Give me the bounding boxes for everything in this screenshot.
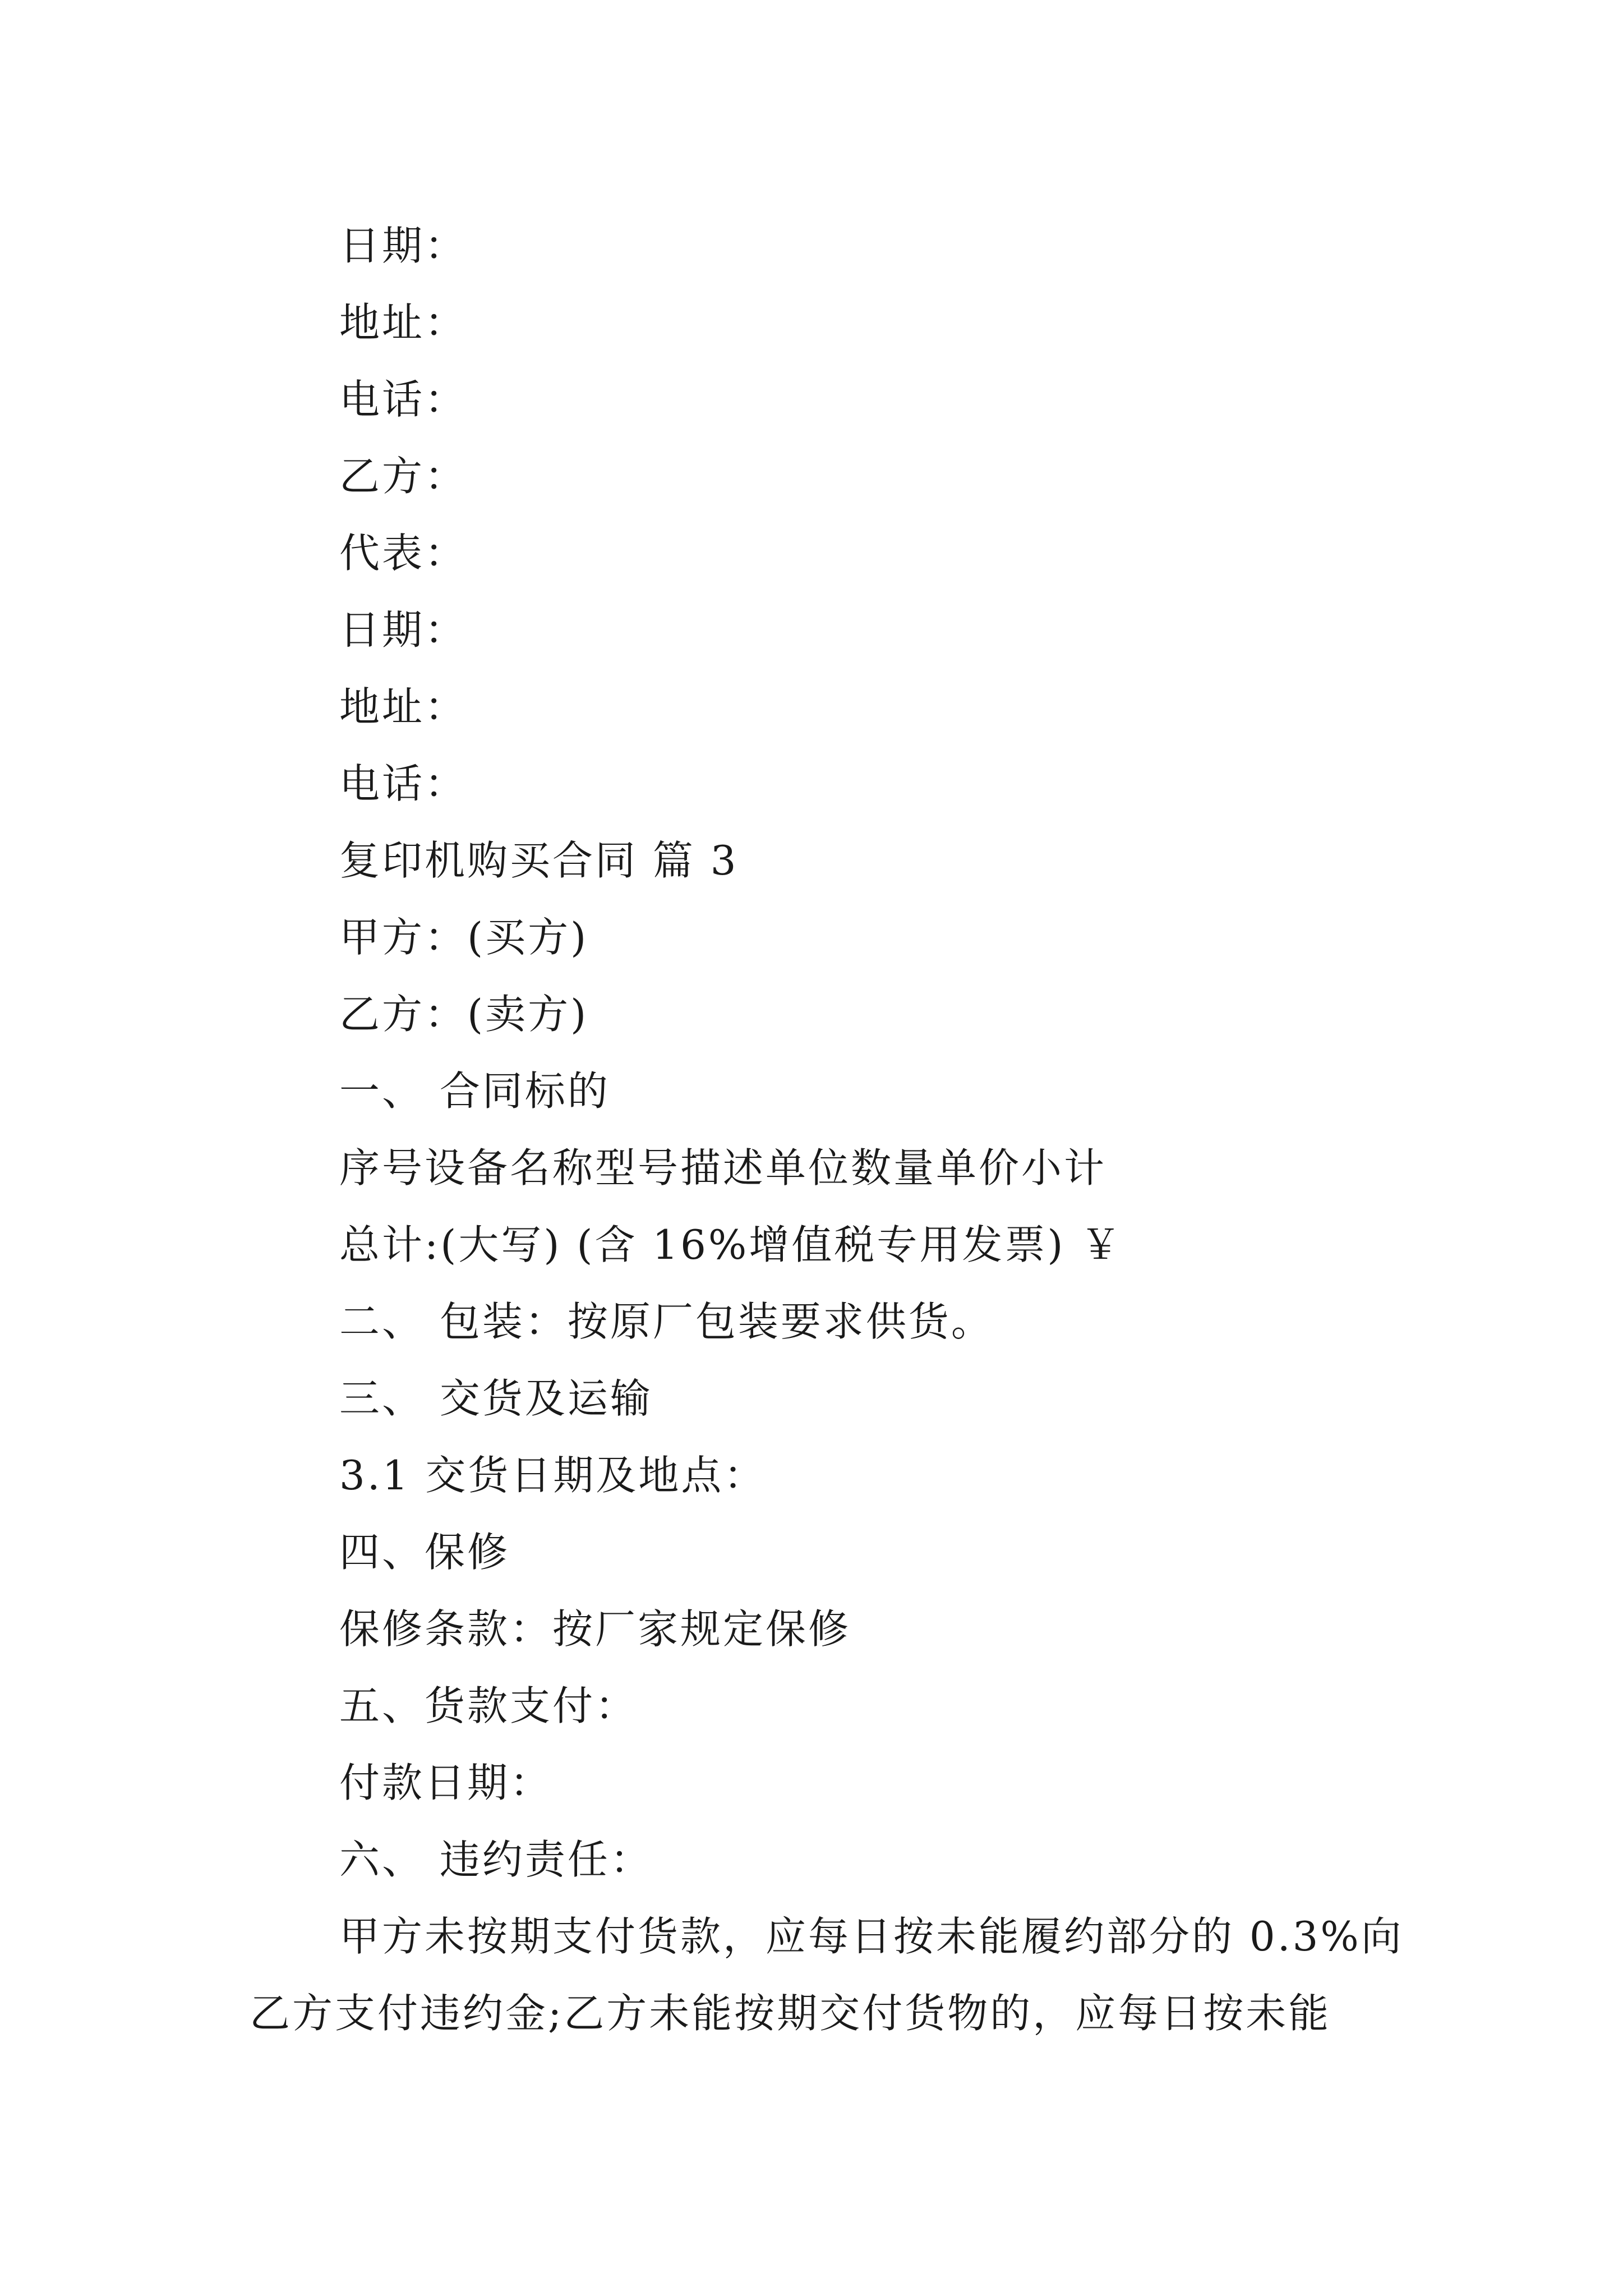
text-line: 序号设备名称型号描述单位数量单价小计 (339, 1144, 1107, 1191)
text-line: 代表： (339, 530, 468, 577)
text-line: 甲方：(买方) (339, 914, 589, 961)
text-line: 四、保修 (339, 1529, 510, 1576)
text-line: 地址： (339, 299, 468, 346)
text-line: 电话： (339, 376, 468, 423)
text-line: 二、 包装：按原厂包装要求供货。 (339, 1298, 994, 1345)
text-line: 电话： (339, 760, 468, 807)
paragraph-continuation-line: 乙方支付违约金;乙方未能按期交付货物的，应每日按未能 (250, 1990, 1331, 2037)
text-line: 三、 交货及运输 (339, 1375, 653, 1422)
body-paragraph (250, 1898, 1404, 2052)
text-line: 日期： (339, 606, 468, 654)
text-line: 保修条款：按厂家规定保修 (339, 1605, 851, 1653)
text-line: 六、 违约责任： (339, 1836, 653, 1883)
text-line: 一、 合同标的 (339, 1068, 610, 1115)
text-line: 日期： (339, 222, 468, 269)
document-body (250, 208, 1404, 2052)
text-line: 乙方：(卖方) (339, 991, 589, 1038)
paragraph-first-line: 甲方未按期支付货款，应每日按未能履约部分的 0.3%向 (339, 1913, 1404, 1960)
text-line: 付款日期： (339, 1759, 553, 1806)
text-line: 3.1 交货日期及地点： (339, 1452, 767, 1499)
text-line: 乙方： (339, 453, 468, 500)
section-heading: 复印机购买合同 篇 3 (339, 837, 739, 884)
text-line: 地址： (339, 683, 468, 730)
text-line: 总计:(大写) (含 16%增值税专用发票) ￥ (339, 1221, 1123, 1268)
text-line: 五、货款支付： (339, 1682, 638, 1729)
